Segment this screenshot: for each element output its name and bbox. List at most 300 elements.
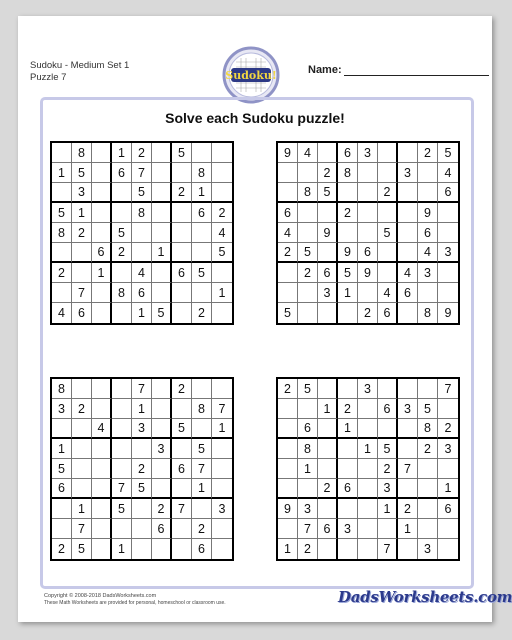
sudoku-cell[interactable] [192, 419, 212, 439]
sudoku-cell: 2 [398, 499, 418, 519]
sudoku-cell[interactable] [338, 439, 358, 459]
sudoku-cell[interactable] [418, 283, 438, 303]
sudoku-cell: 5 [112, 499, 132, 519]
sudoku-cell: 2 [298, 263, 318, 283]
sudoku-cell: 2 [72, 399, 92, 419]
sudoku-cell: 1 [338, 419, 358, 439]
sudoku-cell[interactable] [172, 519, 192, 539]
worksheet-page [18, 16, 512, 622]
sudoku-cell[interactable] [418, 163, 438, 183]
sudoku-cell[interactable] [358, 539, 378, 559]
sudoku-cell[interactable] [398, 479, 418, 499]
sudoku-cell: 5 [132, 479, 152, 499]
sudoku-cell[interactable] [318, 303, 338, 323]
sudoku-cell[interactable] [438, 459, 458, 479]
sudoku-cell[interactable] [72, 243, 92, 263]
sudoku-cell[interactable] [398, 419, 418, 439]
sudoku-cell[interactable] [338, 223, 358, 243]
sudoku-cell: 6 [398, 283, 418, 303]
sudoku-cell[interactable] [92, 203, 112, 223]
sudoku-cell: 4 [298, 143, 318, 163]
sudoku-cell[interactable] [378, 379, 398, 399]
sudoku-cell: 3 [418, 263, 438, 283]
sudoku-cell[interactable] [152, 379, 172, 399]
sudoku-cell[interactable] [112, 399, 132, 419]
sudoku-cell[interactable] [72, 379, 92, 399]
sudoku-cell[interactable] [438, 283, 458, 303]
sudoku-cell[interactable] [338, 379, 358, 399]
sudoku-cell[interactable] [152, 163, 172, 183]
sudoku-cell[interactable] [112, 379, 132, 399]
sudoku-cell: 3 [418, 539, 438, 559]
sudoku-cell[interactable] [72, 459, 92, 479]
sudoku-cell: 7 [72, 519, 92, 539]
sudoku-cell: 8 [418, 303, 438, 323]
sudoku-cell[interactable] [398, 379, 418, 399]
sudoku-cell[interactable] [92, 399, 112, 419]
sudoku-cell[interactable] [418, 499, 438, 519]
sudoku-cell: 9 [338, 243, 358, 263]
sudoku-cell[interactable] [152, 223, 172, 243]
usage-note: These Math Worksheets are provided for personal, homeschool or classroom use. [44, 600, 226, 606]
sudoku-cell: 8 [72, 143, 92, 163]
sudoku-cell: 9 [318, 223, 338, 243]
sudoku-cell: 5 [378, 223, 398, 243]
sudoku-cell[interactable] [172, 283, 192, 303]
sudoku-cell[interactable] [378, 143, 398, 163]
sudoku-cell[interactable] [298, 203, 318, 223]
sudoku-cell: 6 [318, 519, 338, 539]
sudoku-cell[interactable] [92, 459, 112, 479]
sudoku-cell[interactable] [358, 459, 378, 479]
sudoku-cell[interactable] [298, 479, 318, 499]
sudoku-cell[interactable] [418, 183, 438, 203]
sudoku-cell[interactable] [132, 439, 152, 459]
sudoku-cell[interactable] [132, 243, 152, 263]
sudoku-cell: 7 [132, 163, 152, 183]
sudoku-cell[interactable] [358, 519, 378, 539]
sudoku-cell: 7 [438, 379, 458, 399]
sudoku-cell: 8 [52, 223, 72, 243]
sudoku-cell[interactable] [318, 459, 338, 479]
sudoku-cell: 2 [438, 419, 458, 439]
sudoku-cell: 1 [112, 539, 132, 559]
sudoku-cell: 1 [438, 479, 458, 499]
sudoku-cell: 5 [278, 303, 298, 323]
sudoku-cell[interactable] [172, 303, 192, 323]
sudoku-cell: 2 [378, 459, 398, 479]
sudoku-cell: 3 [152, 439, 172, 459]
sudoku-cell: 1 [378, 499, 398, 519]
sudoku-cell: 6 [318, 263, 338, 283]
sudoku-cell: 3 [212, 499, 232, 519]
sudoku-cell: 6 [172, 263, 192, 283]
sudoku-cell[interactable] [438, 203, 458, 223]
sudoku-cell[interactable] [152, 283, 172, 303]
puzzle-number: Puzzle 7 [30, 72, 67, 83]
sudoku-cell[interactable] [92, 439, 112, 459]
sudoku-cell: 5 [212, 243, 232, 263]
sudoku-cell[interactable] [298, 283, 318, 303]
sudoku-cell[interactable] [212, 303, 232, 323]
sudoku-cell[interactable] [72, 419, 92, 439]
sudoku-cell[interactable] [398, 223, 418, 243]
sudoku-cell: 5 [192, 439, 212, 459]
sudoku-cell[interactable] [298, 163, 318, 183]
sudoku-cell[interactable] [112, 303, 132, 323]
sudoku-cell[interactable] [212, 519, 232, 539]
sudoku-cell: 1 [192, 183, 212, 203]
sudoku-cell[interactable] [52, 143, 72, 163]
sudoku-cell[interactable] [152, 399, 172, 419]
sudoku-cell: 2 [318, 479, 338, 499]
sudoku-cell[interactable] [378, 419, 398, 439]
sudoku-cell: 1 [52, 439, 72, 459]
sudoku-cell: 3 [398, 399, 418, 419]
sudoku-cell[interactable] [418, 479, 438, 499]
sudoku-cell: 8 [298, 439, 318, 459]
sudoku-cell[interactable] [278, 163, 298, 183]
sudoku-cell: 1 [358, 439, 378, 459]
sudoku-cell: 2 [132, 143, 152, 163]
sudoku-cell[interactable] [358, 283, 378, 303]
sudoku-cell: 1 [52, 163, 72, 183]
sudoku-cell[interactable] [278, 439, 298, 459]
sudoku-cell[interactable] [212, 459, 232, 479]
sudoku-cell[interactable] [318, 539, 338, 559]
sudoku-cell[interactable] [212, 539, 232, 559]
sudoku-cell[interactable] [398, 203, 418, 223]
sudoku-cell: 9 [418, 203, 438, 223]
sudoku-cell: 1 [112, 143, 132, 163]
worksheet-header [30, 60, 129, 84]
sudoku-cell: 7 [378, 539, 398, 559]
sudoku-cell[interactable] [172, 479, 192, 499]
sudoku-cell[interactable] [152, 143, 172, 163]
sudoku-cell[interactable] [92, 303, 112, 323]
sudoku-cell[interactable] [92, 519, 112, 539]
sudoku-cell: 8 [52, 379, 72, 399]
sudoku-cell[interactable] [172, 203, 192, 223]
sudoku-cell: 7 [172, 499, 192, 519]
sudoku-cell[interactable] [278, 459, 298, 479]
sudoku-cell: 5 [378, 439, 398, 459]
sudoku-cell[interactable] [418, 519, 438, 539]
sudoku-cell[interactable] [338, 459, 358, 479]
sudoku-cell[interactable] [172, 163, 192, 183]
sudoku-cell[interactable] [338, 499, 358, 519]
sudoku-cell: 3 [358, 143, 378, 163]
sudoku-cell[interactable] [212, 143, 232, 163]
sudoku-cell[interactable] [52, 499, 72, 519]
sudoku-cell[interactable] [378, 203, 398, 223]
sudoku-cell: 2 [72, 223, 92, 243]
sudoku-cell: 8 [418, 419, 438, 439]
sudoku-cell[interactable] [358, 419, 378, 439]
sudoku-cell: 3 [298, 499, 318, 519]
sudoku-cell[interactable] [438, 223, 458, 243]
sudoku-cell[interactable] [398, 539, 418, 559]
sudoku-cell[interactable] [72, 479, 92, 499]
sudoku-cell: 5 [338, 263, 358, 283]
sudoku-cell[interactable] [318, 143, 338, 163]
sudoku-cell: 3 [132, 419, 152, 439]
sudoku-cell[interactable] [212, 263, 232, 283]
footer-text [44, 593, 226, 607]
sudoku-grid-1 [50, 141, 234, 325]
sudoku-cell[interactable] [112, 263, 132, 283]
sudoku-cell: 2 [318, 163, 338, 183]
sudoku-cell[interactable] [72, 263, 92, 283]
sudoku-cell: 6 [112, 163, 132, 183]
sudoku-cell: 6 [92, 243, 112, 263]
sudoku-cell[interactable] [152, 539, 172, 559]
sudoku-cell: 5 [438, 143, 458, 163]
sudoku-cell: 1 [132, 399, 152, 419]
sudoku-cell: 8 [132, 203, 152, 223]
sudoku-cell[interactable] [112, 459, 132, 479]
sudoku-cell: 6 [438, 499, 458, 519]
sudoku-cell: 5 [52, 459, 72, 479]
sudoku-cell[interactable] [52, 419, 72, 439]
sudoku-grid-3 [50, 377, 234, 561]
sudoku-cell[interactable] [192, 379, 212, 399]
sudoku-cell[interactable] [212, 379, 232, 399]
sudoku-cell: 3 [338, 519, 358, 539]
sudoku-cell[interactable] [358, 183, 378, 203]
sudoku-cell: 6 [418, 223, 438, 243]
sudoku-cell[interactable] [398, 183, 418, 203]
sudoku-cell[interactable] [378, 163, 398, 183]
sudoku-cell: 5 [132, 183, 152, 203]
sudoku-cell[interactable] [52, 519, 72, 539]
sudoku-cell: 5 [192, 263, 212, 283]
sudoku-cell[interactable] [92, 283, 112, 303]
sudoku-cell[interactable] [192, 243, 212, 263]
sudoku-cell[interactable] [418, 459, 438, 479]
sudoku-cell: 4 [438, 163, 458, 183]
sudoku-cell[interactable] [378, 243, 398, 263]
sudoku-cell[interactable] [92, 479, 112, 499]
sudoku-cell: 4 [418, 243, 438, 263]
sudoku-cell[interactable] [112, 419, 132, 439]
sudoku-cell: 1 [212, 419, 232, 439]
sudoku-cell: 2 [172, 183, 192, 203]
sudoku-cell[interactable] [398, 303, 418, 323]
sudoku-cell[interactable] [152, 419, 172, 439]
sudoku-cell[interactable] [298, 399, 318, 419]
sudoku-cell[interactable] [398, 439, 418, 459]
sudoku-cell: 5 [298, 379, 318, 399]
sudoku-cell: 2 [192, 519, 212, 539]
sudoku-cell: 1 [192, 479, 212, 499]
sudoku-cell[interactable] [358, 163, 378, 183]
sudoku-cell: 7 [112, 479, 132, 499]
sudoku-cell[interactable] [212, 439, 232, 459]
sudoku-cell: 2 [298, 539, 318, 559]
sudoku-cell[interactable] [152, 203, 172, 223]
sudoku-cell: 5 [298, 243, 318, 263]
sudoku-cell[interactable] [192, 223, 212, 243]
sudoku-cell[interactable] [278, 479, 298, 499]
sudoku-cell[interactable] [52, 183, 72, 203]
sudoku-cell: 1 [212, 283, 232, 303]
sudoku-cell[interactable] [192, 499, 212, 519]
sudoku-cell[interactable] [358, 223, 378, 243]
name-label: Name: [308, 64, 342, 76]
sudoku-cell[interactable] [338, 303, 358, 323]
sudoku-cell[interactable] [172, 439, 192, 459]
copyright-text: Copyright © 2008-2018 DadsWorksheets.com [44, 593, 157, 599]
sudoku-cell[interactable] [398, 143, 418, 163]
sudoku-cell[interactable] [112, 183, 132, 203]
sudoku-cell[interactable] [112, 439, 132, 459]
sudoku-cell: 1 [318, 399, 338, 419]
sudoku-cell: 2 [112, 243, 132, 263]
sudoku-cell[interactable] [278, 263, 298, 283]
sudoku-cell[interactable] [358, 399, 378, 419]
sudoku-cell[interactable] [92, 143, 112, 163]
sudoku-cell[interactable] [378, 263, 398, 283]
sudoku-cell[interactable] [152, 263, 172, 283]
sudoku-cell: 4 [378, 283, 398, 303]
sudoku-cell: 5 [172, 143, 192, 163]
sudoku-cell: 1 [398, 519, 418, 539]
sudoku-cell[interactable] [172, 539, 192, 559]
sudoku-cell: 7 [298, 519, 318, 539]
sudoku-cell[interactable] [52, 283, 72, 303]
sudoku-cell: 6 [378, 399, 398, 419]
sudoku-cell: 1 [92, 263, 112, 283]
sudoku-cell: 7 [132, 379, 152, 399]
sudoku-cell[interactable] [318, 243, 338, 263]
sudoku-cell[interactable] [92, 183, 112, 203]
sudoku-cell: 3 [398, 163, 418, 183]
sudoku-cell[interactable] [92, 223, 112, 243]
sudoku-cell: 4 [92, 419, 112, 439]
sudoku-cell[interactable] [318, 439, 338, 459]
sudoku-cell: 9 [278, 499, 298, 519]
sudoku-cell: 4 [132, 263, 152, 283]
sudoku-cell[interactable] [398, 243, 418, 263]
sudoku-cell: 9 [444, 306, 452, 320]
sudoku-cell[interactable] [132, 499, 152, 519]
sudoku-cell[interactable] [132, 223, 152, 243]
sudoku-cell: 2 [338, 203, 358, 223]
sudoku-cell[interactable] [152, 479, 172, 499]
sudoku-cell: 6 [378, 303, 398, 323]
brand-logo: DadsWorksheets.com [338, 588, 512, 606]
sudoku-cell[interactable] [318, 419, 338, 439]
sudoku-cell[interactable] [278, 183, 298, 203]
sudoku-cell[interactable] [438, 399, 458, 419]
sudoku-cell[interactable] [438, 539, 458, 559]
sudoku-cell: 2 [152, 499, 172, 519]
sudoku-cell: 1 [298, 459, 318, 479]
sudoku-cell[interactable] [112, 203, 132, 223]
sudoku-cell[interactable] [438, 519, 458, 539]
sudoku-cell: 2 [192, 303, 212, 323]
sudoku-cell: 3 [378, 479, 398, 499]
sudoku-cell: 6 [72, 303, 92, 323]
sudoku-cell: 1 [72, 203, 92, 223]
sudoku-cell[interactable] [318, 203, 338, 223]
sudoku-cell[interactable] [192, 143, 212, 163]
instruction-heading: Solve each Sudoku puzzle! [165, 110, 345, 126]
sudoku-cell: 2 [378, 183, 398, 203]
sudoku-cell[interactable] [92, 163, 112, 183]
sudoku-cell[interactable] [212, 183, 232, 203]
sudoku-cell[interactable] [132, 539, 152, 559]
sudoku-cell: 9 [358, 263, 378, 283]
sudoku-cell[interactable] [212, 163, 232, 183]
sudoku-cell: 7 [398, 459, 418, 479]
sudoku-cell[interactable] [152, 183, 172, 203]
sudoku-cell[interactable] [378, 519, 398, 539]
worksheet-title: Sudoku - Medium Set 1 [30, 60, 130, 71]
sudoku-cell[interactable] [338, 539, 358, 559]
sudoku-cell: 5 [112, 223, 132, 243]
sudoku-cell: 1 [278, 539, 298, 559]
sudoku-cell[interactable] [152, 459, 172, 479]
sudoku-cell: 4 [278, 223, 298, 243]
sudoku-cell[interactable] [92, 539, 112, 559]
sudoku-cell[interactable] [298, 303, 318, 323]
sudoku-cell[interactable] [132, 519, 152, 539]
sudoku-cell[interactable] [92, 499, 112, 519]
sudoku-cell[interactable] [278, 399, 298, 419]
sudoku-cell[interactable] [212, 479, 232, 499]
sudoku-cell[interactable] [298, 223, 318, 243]
sudoku-cell[interactable] [358, 479, 378, 499]
sudoku-cell: 6 [172, 459, 192, 479]
sudoku-cell: 5 [52, 203, 72, 223]
sudoku-cell: 6 [132, 283, 152, 303]
sudoku-cell[interactable] [112, 519, 132, 539]
sudoku-cell[interactable] [72, 439, 92, 459]
sudoku-cell[interactable] [358, 203, 378, 223]
sudoku-cell: 5 [72, 539, 92, 559]
sudoku-cell[interactable] [438, 263, 458, 283]
sudoku-cell: 7 [192, 459, 212, 479]
sudoku-cell[interactable] [172, 223, 192, 243]
sudoku-cell: 7 [212, 399, 232, 419]
sudoku-cell: 2 [338, 399, 358, 419]
sudoku-cell[interactable] [172, 243, 192, 263]
sudoku-cell: 2 [212, 203, 232, 223]
sudoku-cell: 5 [418, 399, 438, 419]
sudoku-cell: 6 [338, 479, 358, 499]
sudoku-cell: 6 [192, 203, 212, 223]
sudoku-cell: 2 [358, 303, 378, 323]
sudoku-cell[interactable] [338, 183, 358, 203]
sudoku-cell[interactable] [358, 499, 378, 519]
sudoku-cell[interactable] [278, 283, 298, 303]
sudoku-cell[interactable] [278, 419, 298, 439]
sudoku-cell[interactable] [418, 379, 438, 399]
sudoku-cell: 2 [52, 263, 72, 283]
sudoku-cell[interactable] [52, 243, 72, 263]
sudoku-cell: 5 [72, 163, 92, 183]
sudoku-cell[interactable] [278, 519, 298, 539]
sudoku-cell[interactable] [192, 283, 212, 303]
sudoku-cell: 2 [278, 379, 298, 399]
sudoku-cell[interactable] [172, 399, 192, 419]
sudoku-cell[interactable] [318, 379, 338, 399]
sudoku-cell[interactable] [92, 379, 112, 399]
sudoku-cell[interactable] [318, 499, 338, 519]
sudoku-grid-2 [276, 141, 460, 325]
